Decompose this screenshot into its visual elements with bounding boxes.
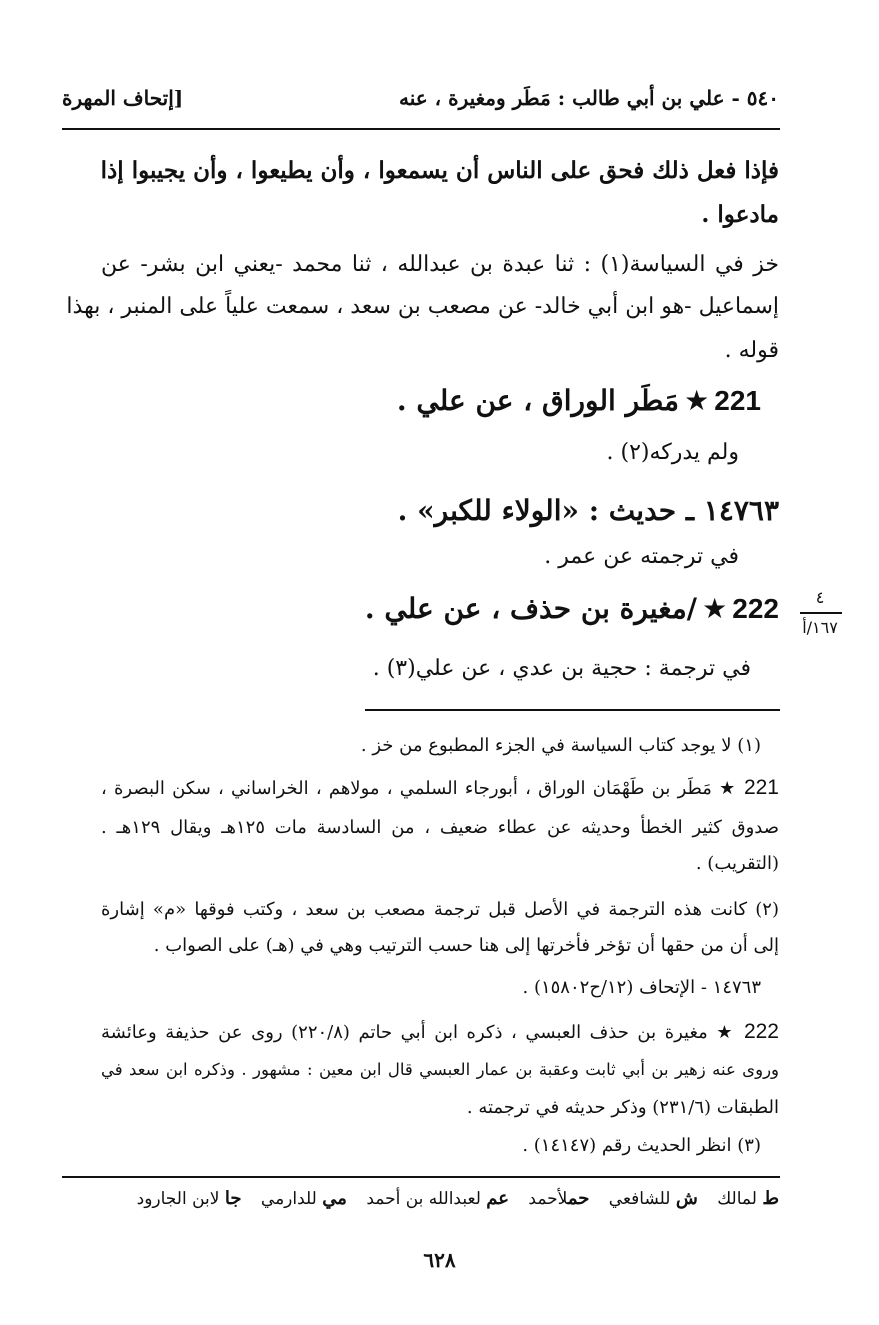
footnote-14763: ١٤٧٦٣ - الإتحاف (١٢/ح١٥٨٠٢) . [522, 977, 761, 998]
abbreviations-rule [62, 1176, 780, 1178]
abbr-item: عم لعبدالله بن أحمد [366, 1188, 510, 1209]
star-icon: ★ [684, 384, 710, 417]
running-header-title: ٥٤٠ - علي بن أبي طالب : مَطَر ومغيرة ، عنه [399, 86, 779, 110]
entry-221-heading [397, 384, 761, 417]
footnote-1: (١) لا يوجد كتاب السياسة في الجزء المطبوع من خز . [360, 735, 761, 756]
footnote-3: (٣) انظر الحديث رقم (١٤١٤٧) . [522, 1135, 761, 1156]
footnote-222-line-1 [101, 1018, 779, 1047]
header-rule [62, 128, 780, 130]
abbreviations-legend [123, 1188, 779, 1209]
page-number: ٦٢٨ [423, 1248, 456, 1272]
body-line-3: خز في السياسة(١) : ثنا عبدة بن عبدالله ، ثنا محمد -يعني ابن بشر- عن [101, 252, 779, 277]
abbr-item: ش للشافعي [608, 1188, 698, 1209]
footnote-222-line-2: وروى عنه زهير بن أبي ثابت وعقبة بن عمار العبسي قال ابن معين : مشهور . وذكره ابن سعد في [101, 1060, 779, 1079]
hadith-14763-heading: ١٤٧٦٣ ـ حديث : «الولاء للكبر» . [397, 494, 779, 527]
entry-222-title: /مغيرة بن حذف ، عن علي . [364, 592, 697, 625]
footnote-221-number: 221 [743, 776, 779, 799]
margin-note-rule [800, 612, 842, 614]
footnote-2-line-2: إلى أن من حقها أن تؤخر فأخرتها إلى هنا حسب الترتيب وهي في (هـ) على الصواب . [153, 935, 779, 956]
body-line-1: فإذا فعل ذلك فحق على الناس أن يسمعوا ، وأن يطيعوا ، وأن يجيبوا إذا [100, 157, 779, 184]
body-line-5: قوله . [724, 338, 779, 363]
abbr-item: ط لمالك [717, 1188, 779, 1209]
entry-221-title: مَطَر الوراق ، عن علي . [396, 384, 679, 417]
footnote-222-text: مغيرة بن حذف العبسي ، ذكره ابن أبي حاتم (٢٢٠/٨) روى عن حذيفة وعائشة [101, 1022, 708, 1043]
entry-221-number: 221 [714, 385, 761, 416]
footnote-222-number: 222 [743, 1020, 779, 1043]
footnote-221-line-2: صدوق كثير الخطأ وحديثه عن عطاء ضعيف ، من السادسة مات ١٢٥هـ ويقال ١٢٩هـ . [101, 817, 779, 838]
footnote-221-line-3: (التقريب) . [695, 853, 779, 874]
body-line-4: إسماعيل -هو ابن أبي خالد- عن مصعب بن سعد ، سمعت علياً على المنبر ، بهذا [66, 294, 779, 319]
running-header-book: [إتحاف المهرة [62, 86, 184, 110]
margin-note-top: ٤ [815, 588, 825, 607]
entry-222-number: 222 [732, 593, 779, 624]
footnote-rule [365, 709, 780, 711]
hadith-14763-note: في ترجمته عن عمر . [544, 544, 739, 569]
entry-221-note: ولم يدركه(٢) . [606, 440, 739, 465]
abbr-item: حملأحمد [528, 1188, 590, 1209]
star-icon: ★ [719, 778, 737, 799]
footnote-221-text: مَطَر بن طَهْمَان الوراق ، أبورجاء السلمي ، مولاهم ، الخراساني ، سكن البصرة ، [101, 778, 712, 799]
entry-222-heading [365, 592, 779, 625]
footnote-221-line-1 [101, 774, 779, 803]
footnote-2-line-1: (٢) كانت هذه الترجمة في الأصل قبل ترجمة مصعب بن سعد ، وكتب فوقها «م» إشارة [101, 899, 779, 920]
star-icon: ★ [716, 1022, 736, 1043]
entry-222-note: في ترجمة : حجية بن عدي ، عن علي(٣) . [372, 656, 751, 681]
star-icon: ★ [702, 592, 728, 625]
footnote-222-line-3: الطبقات (٢٣١/٦) وذكر حديثه في ترجمته . [466, 1097, 779, 1118]
margin-note-bottom: ١٦٧/أ [802, 618, 838, 637]
body-line-2: مادعوا . [701, 201, 779, 228]
abbr-item: مي للدارمي [260, 1188, 347, 1209]
abbr-item: جا لابن الجارود [136, 1188, 242, 1209]
